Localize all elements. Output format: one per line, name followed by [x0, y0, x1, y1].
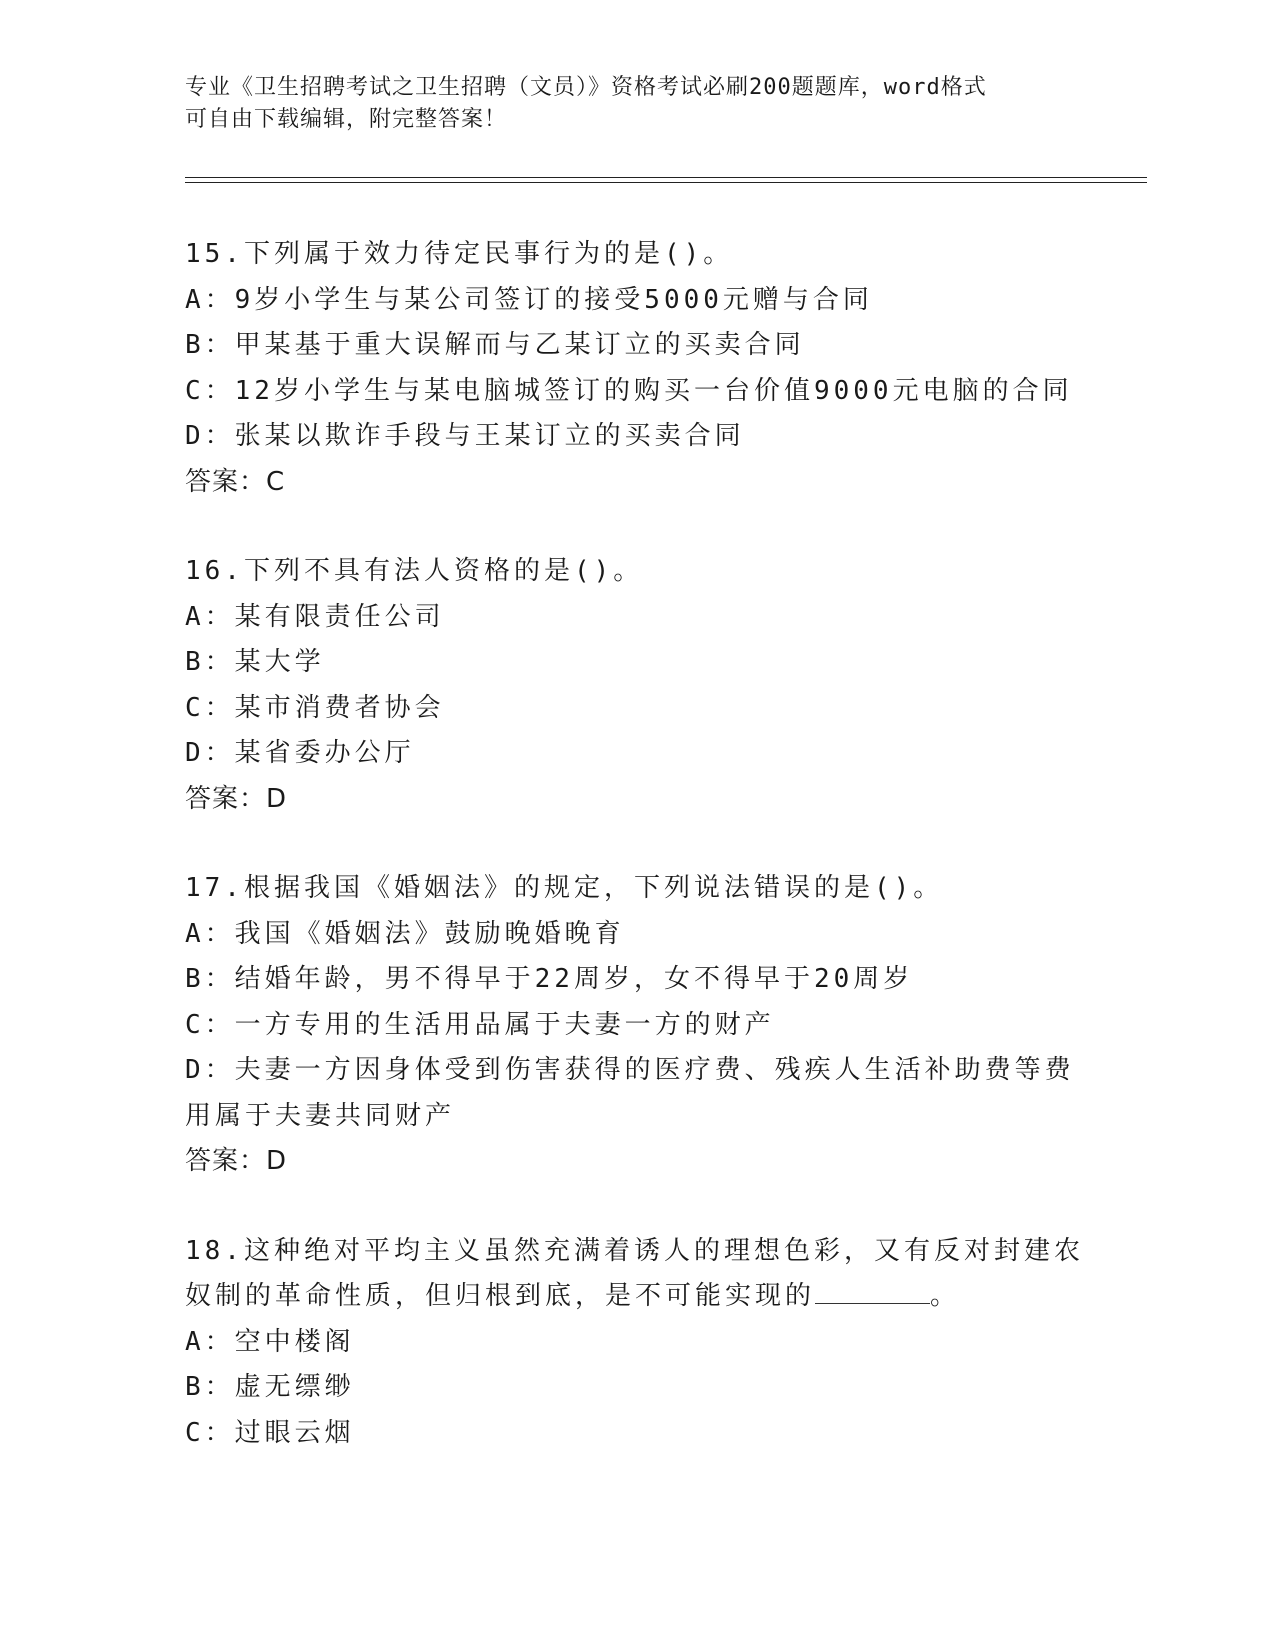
question-stem: 15.下列属于效力待定民事行为的是()。 [185, 239, 734, 269]
question-stem: 16.下列不具有法人资格的是()。 [185, 556, 644, 586]
option-a: A：我国《婚姻法》鼓励晚婚晚育 [185, 918, 625, 949]
option-c: C：12岁小学生与某电脑城签订的购买一台价值9000元电脑的合同 [185, 375, 1073, 406]
question-stem-text: 18.这种绝对平均主义虽然充满着诱人的理想色彩，又有反对封建农奴制的革命性质，但归根到底，是不可能实现的 [185, 1235, 1084, 1311]
option-b: B：结婚年龄，男不得早于22周岁，女不得早于20周岁 [185, 964, 914, 994]
header-double-rule [185, 177, 1147, 183]
option-d: D：某省委办公厅 [185, 738, 415, 768]
question-15 [185, 232, 1085, 505]
header-line-1: 专业《卫生招聘考试之卫生招聘（文员）》资格考试必刷200题题库，word格式 [185, 75, 987, 100]
option-b: B：某大学 [185, 647, 325, 677]
option-d: D：夫妻一方因身体受到伤害获得的医疗费、残疾人生活补助费等费用属于夫妻共同财产 [185, 1055, 1075, 1131]
question-stem-end: 。 [930, 1281, 961, 1311]
answer: 答案：C [185, 466, 286, 497]
option-c: C：一方专用的生活用品属于夫妻一方的财产 [185, 1009, 775, 1040]
option-a: A：9岁小学生与某公司签订的接受5000元赠与合同 [185, 284, 873, 315]
question-16 [185, 549, 1085, 822]
option-a: A：空中楼阁 [185, 1326, 355, 1357]
document-header [185, 72, 1085, 136]
option-c: C：过眼云烟 [185, 1417, 355, 1448]
option-a: A：某有限责任公司 [185, 601, 445, 632]
question-stem: 17.根据我国《婚姻法》的规定，下列说法错误的是()。 [185, 873, 944, 903]
option-b: B：虚无缥缈 [185, 1372, 355, 1402]
header-line-2: 可自由下载编辑，附完整答案！ [185, 107, 508, 132]
question-17 [185, 866, 1085, 1185]
fill-in-blank [815, 1281, 930, 1304]
option-c: C：某市消费者协会 [185, 692, 445, 723]
question-list [185, 232, 1085, 1500]
question-stem [185, 1229, 1085, 1320]
answer: 答案：D [185, 783, 288, 814]
option-b: B：甲某基于重大误解而与乙某订立的买卖合同 [185, 330, 805, 360]
answer: 答案：D [185, 1146, 288, 1176]
option-d: D：张某以欺诈手段与王某订立的买卖合同 [185, 421, 745, 451]
question-18 [185, 1229, 1085, 1457]
